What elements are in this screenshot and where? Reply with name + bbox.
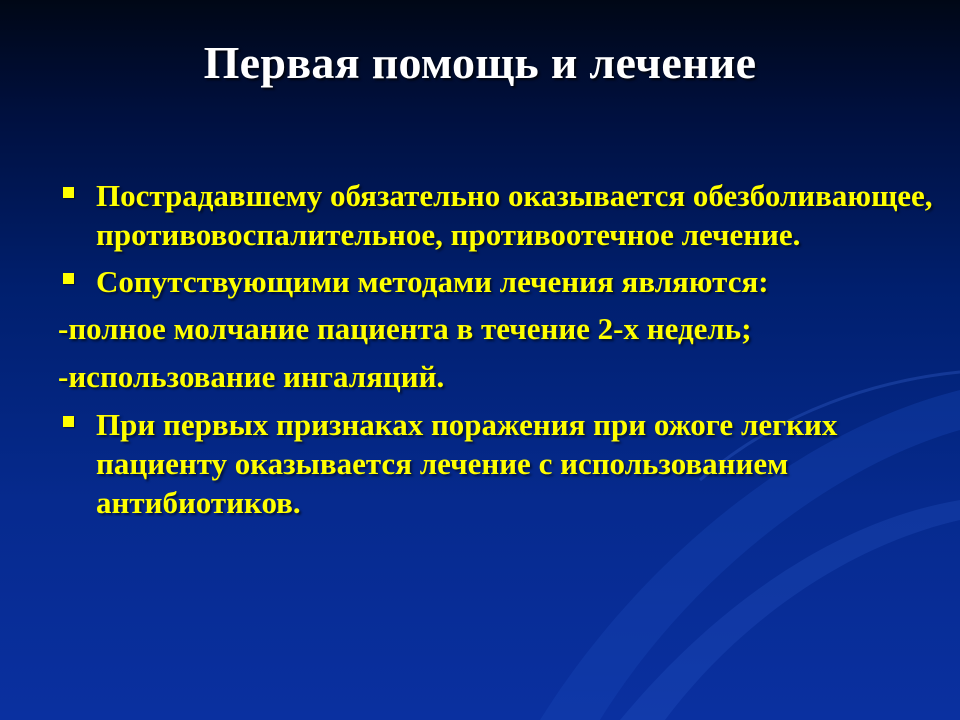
bullet-item	[58, 405, 938, 522]
bullet-item	[58, 176, 938, 254]
slide-content	[58, 176, 938, 530]
bullet-text: Сопутствующими методами лечения являются:	[96, 264, 769, 299]
square-bullet-icon	[63, 187, 74, 198]
square-bullet-icon	[63, 416, 74, 427]
square-bullet-icon	[63, 273, 74, 284]
dash-item: -использование ингаляций.	[58, 359, 445, 394]
bullet-item	[58, 262, 938, 301]
dash-item: -полное молчание пациента в течение 2-х недель;	[58, 311, 752, 346]
bullet-text: При первых признаках поражения при ожоге легких пациенту оказывается лечение с использованием антибиотиков.	[96, 407, 838, 520]
slide-title: Первая помощь и лечение	[203, 37, 757, 88]
bullet-text: Пострадавшему обязательно оказывается обезболивающее, противовоспалительное, противоотечное лечение.	[96, 178, 933, 252]
